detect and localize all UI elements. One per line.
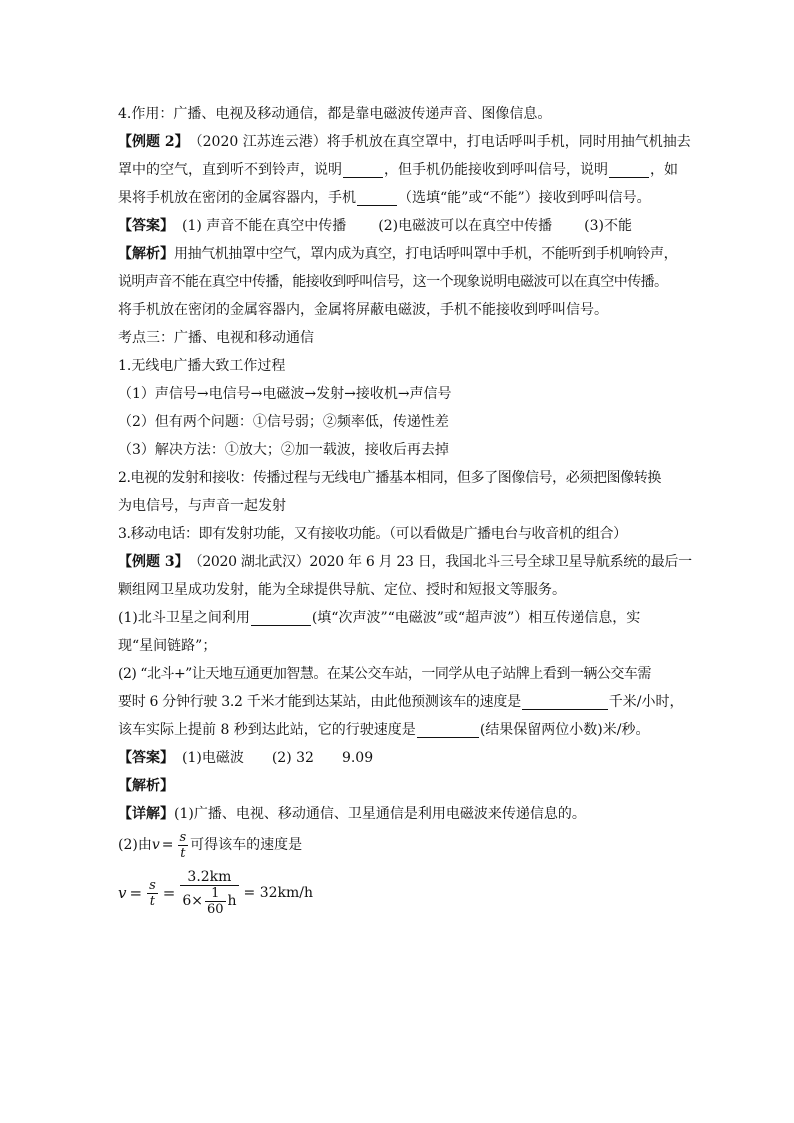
text-line <box>118 408 684 436</box>
line-text: ，但手机仍能接收到呼叫信号，说明 <box>384 162 608 178</box>
section-heading <box>118 324 684 352</box>
line-text: 要时 6 分钟行驶 3.2 千米才能到达某站，由此他预测该车的速度是 <box>118 694 521 710</box>
answer-part: (1) 声音不能在真空中传播 <box>182 218 347 234</box>
example-tag: 【例题 3】 <box>118 554 189 570</box>
formula-result: = 32km/h <box>243 885 314 901</box>
line-text: 将手机放在密闭的金属容器内，金属将屏蔽电磁波，手机不能接收到呼叫信号。 <box>118 302 608 318</box>
example-3-heading <box>118 548 692 576</box>
line-text: (结果保留两位小数)米/秒。 <box>479 722 650 738</box>
example-2-heading <box>118 128 691 156</box>
analysis-line <box>118 240 684 268</box>
line-text: 用抽气机抽罩中空气，罩内成为真空，打电话呼叫罩中手机，不能听到手机响铃声， <box>174 246 678 262</box>
formula-block <box>118 862 684 924</box>
answer-tag: 【答案】 <box>118 750 174 766</box>
formula-eq: = <box>161 837 174 853</box>
formula-eq: = <box>162 884 176 902</box>
line-text: 颗组网卫星成功发射，能为全球提供导航、定位、授时和短报文等服务。 <box>118 582 566 598</box>
text-line <box>118 296 684 324</box>
formula-fraction-s-over-t <box>147 878 158 909</box>
line-text: 可得该车的速度是 <box>190 837 303 853</box>
answer-blank <box>609 163 649 178</box>
line-text: 考点三：广播、电视和移动通信 <box>118 330 314 346</box>
text-line <box>118 380 684 408</box>
fraction-denominator: t <box>149 893 156 909</box>
line-text: (填“次声波”“电磁波”或“超声波”）相互传递信息，实 <box>311 610 641 626</box>
line-text: 罩中的空气，直到听不到铃声，说明 <box>118 162 342 178</box>
formula-intro-line <box>118 828 684 862</box>
answer-part: 9.09 <box>341 750 374 766</box>
denominator-unit: h <box>227 892 237 909</box>
formula-v: v <box>151 837 160 853</box>
analysis-tag: 【解析】 <box>118 246 174 262</box>
inner-fraction <box>205 886 226 917</box>
analysis-line <box>118 772 684 800</box>
text-line <box>118 436 684 464</box>
text-line <box>118 716 684 744</box>
fraction-denominator: t <box>180 845 186 861</box>
fraction-numerator: s <box>179 829 187 845</box>
line-text: (1)北斗卫星之间利用 <box>118 610 250 626</box>
fraction-numerator: s <box>149 877 156 893</box>
line-text: (1)广播、电视、移动通信、卫星通信是利用电磁波来传递信息的。 <box>174 806 586 822</box>
line-text: 现“星间链路”； <box>118 638 217 654</box>
line-text: 4.作用：广播、电视及移动通信，都是靠电磁波传递声音、图像信息。 <box>118 106 552 122</box>
answer-blank <box>343 163 383 178</box>
line-text: (2) “北斗+”让天地互通更加智慧。在某公交车站，一同学从电子站牌上看到一辆公交车需 <box>118 666 651 682</box>
line-text: （2）但有两个问题：①信号弱；②频率低，传递性差 <box>118 414 449 430</box>
answer-part: (1)电磁波 <box>182 750 244 766</box>
line-text: （2020 江苏连云港）将手机放在真空罩中，打电话呼叫手机，同时用抽气机抽去 <box>188 134 691 150</box>
document-page <box>118 100 692 924</box>
text-line <box>118 520 684 548</box>
answer-tag: 【答案】 <box>118 218 174 234</box>
line-text: （2020 湖北武汉）2020 年 6 月 23 日，我国北斗三号全球卫星导航系统的最后一 <box>188 554 692 570</box>
detail-line <box>118 800 684 828</box>
line-text: 果将手机放在密闭的金属容器内，手机 <box>118 190 356 206</box>
detail-tag: 【详解】 <box>118 806 174 822</box>
answer-part: (2)电磁波可以在真空中传播 <box>378 218 553 234</box>
line-text: ，如 <box>650 162 678 178</box>
line-text: 1.无线电广播大致工作过程 <box>118 358 286 374</box>
answer-blank <box>417 723 479 738</box>
text-line <box>118 156 684 184</box>
inner-numerator: 1 <box>211 885 220 901</box>
line-text: 3.移动电话：即有发射功能，又有接收功能。（可以看做是广播电台与收音机的组合） <box>118 526 627 542</box>
answer-blank <box>522 695 608 710</box>
answer-blank <box>251 611 311 626</box>
answer-line <box>118 744 684 772</box>
formula-v: v <box>118 884 127 902</box>
text-line <box>118 268 684 296</box>
text-line <box>118 464 684 492</box>
answer-blank <box>357 191 397 206</box>
analysis-tag: 【解析】 <box>118 778 174 794</box>
text-line <box>118 632 684 660</box>
answer-part: (2) 32 <box>271 750 314 766</box>
text-line <box>118 352 684 380</box>
text-line <box>118 660 684 688</box>
text-line <box>118 576 684 604</box>
formula-eq: = <box>129 884 143 902</box>
formula-fraction-s-over-t <box>178 830 189 861</box>
line-text: （1）声信号→电信号→电磁波→发射→接收机→声信号 <box>118 386 452 402</box>
answer-part: (3)不能 <box>584 218 632 234</box>
text-line <box>118 688 684 716</box>
fraction-numerator: 3.2km <box>187 868 232 885</box>
text-line <box>118 184 684 212</box>
line-text: 说明声音不能在真空中传播，能接收到呼叫信号，这一个现象说明电磁波可以在真空中传播。 <box>118 274 668 290</box>
example-tag: 【例题 2】 <box>118 134 189 150</box>
text-line <box>118 492 684 520</box>
text-line <box>118 604 684 632</box>
line-text: （3）解决方法：①放大；②加一载波，接收后再去掉 <box>118 442 449 458</box>
inner-denominator: 60 <box>206 901 224 917</box>
answer-line <box>118 212 684 240</box>
line-text: 该车实际上提前 8 秒到达此站，它的行驶速度是 <box>118 722 416 738</box>
line-text: 千米/小时， <box>608 694 684 710</box>
text-line <box>118 100 684 128</box>
line-text: 2.电视的发射和接收：传播过程与无线电广播基本相同，但多了图像信号，必须把图像转换 <box>118 470 661 486</box>
line-text: (2)由 <box>118 837 152 853</box>
line-text: 为电信号，与声音一起发射 <box>118 498 286 514</box>
formula-fraction-value <box>180 870 238 917</box>
denominator-factor: 6× <box>182 892 203 909</box>
fraction-denominator <box>180 886 238 917</box>
line-text: （选填“能”或“不能”）接收到呼叫信号。 <box>398 190 651 206</box>
